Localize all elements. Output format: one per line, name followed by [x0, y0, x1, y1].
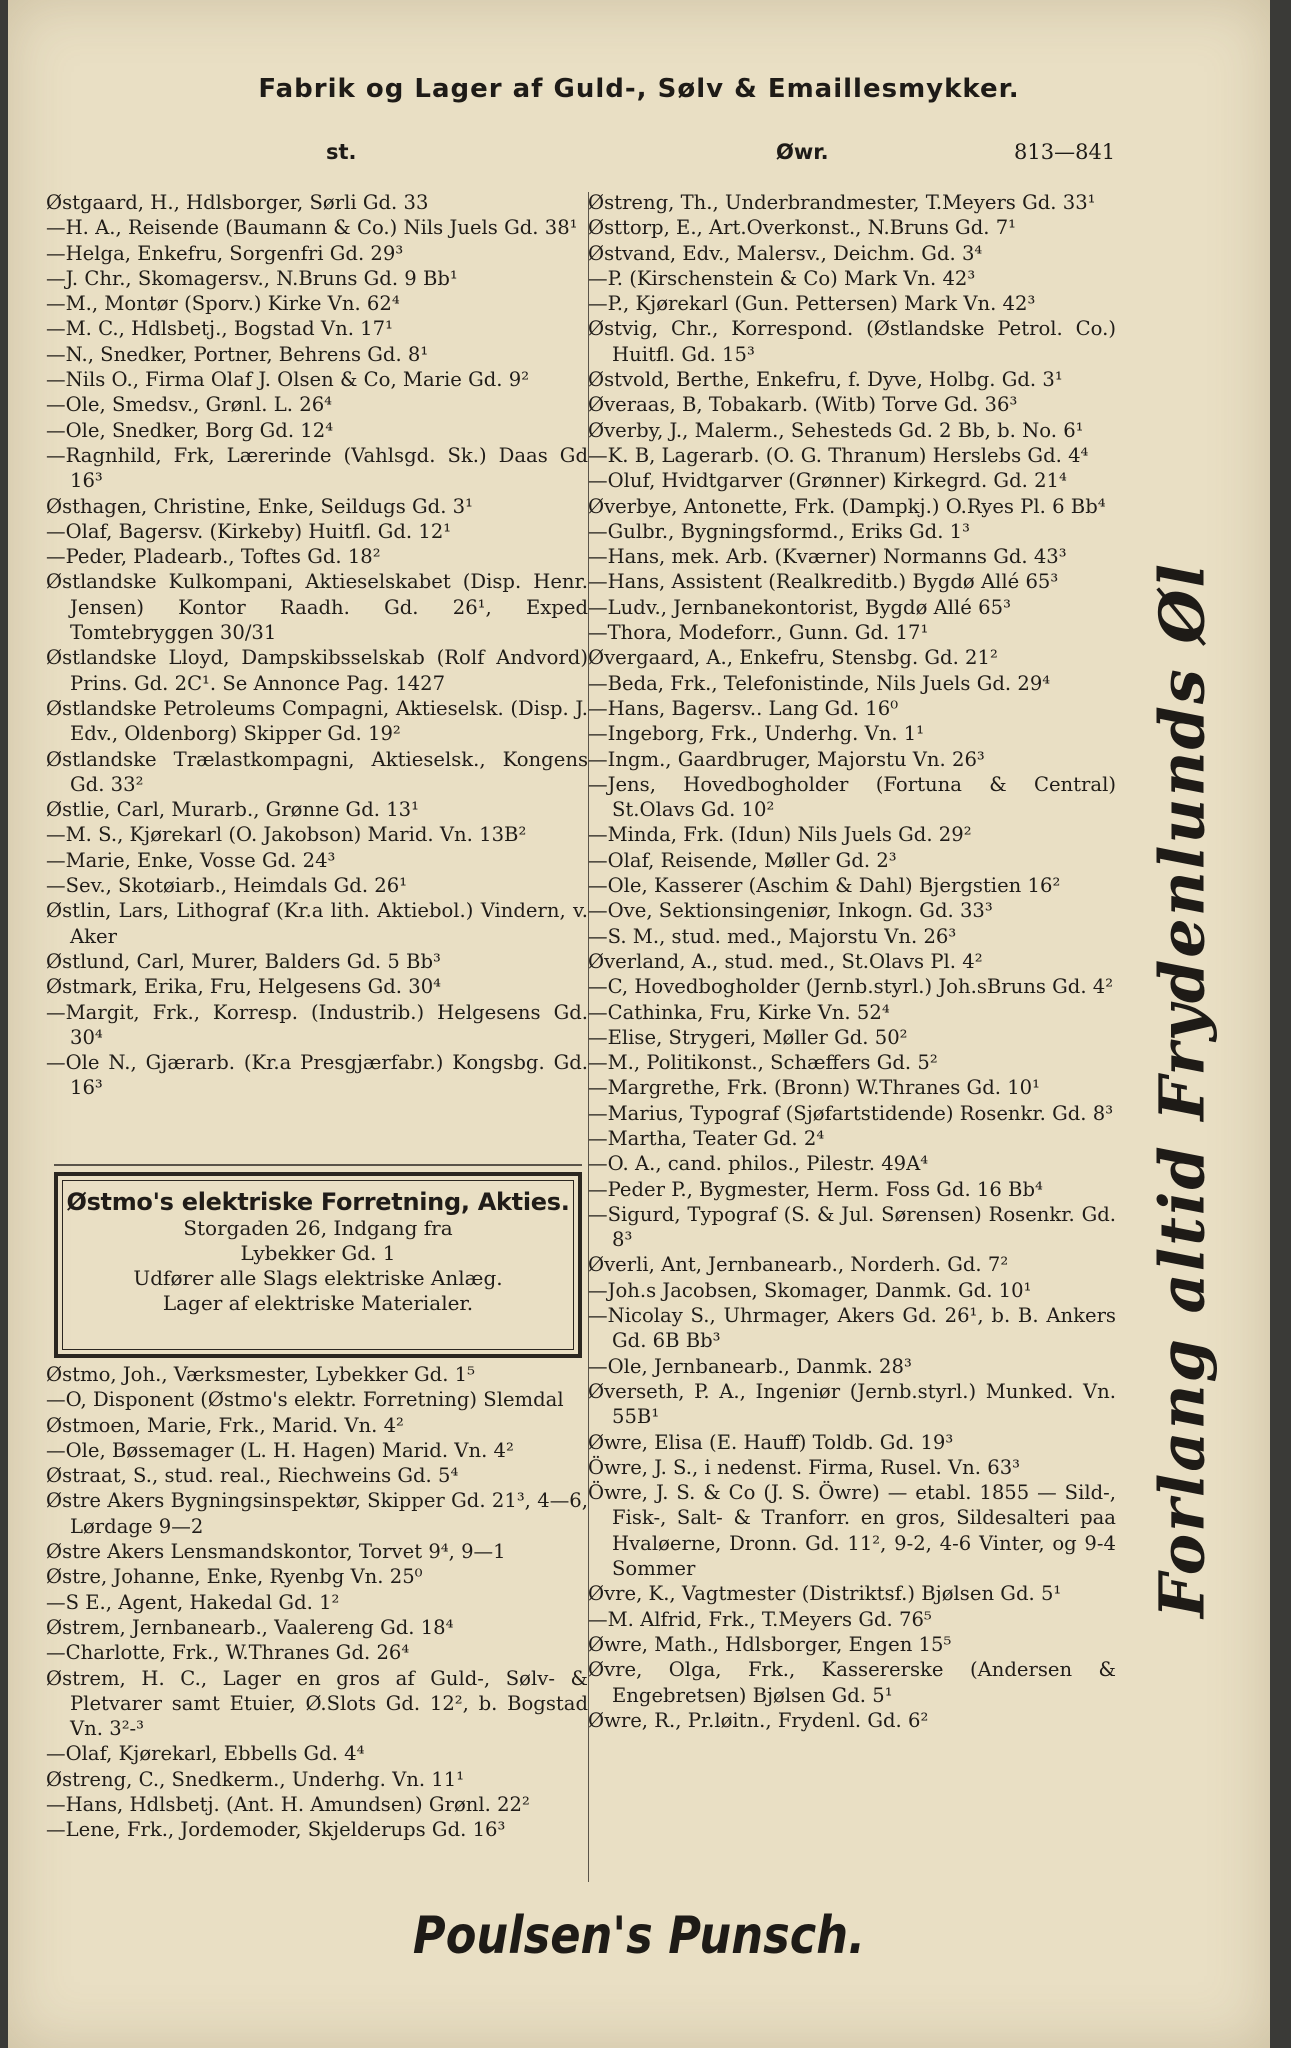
- directory-entry: Østlund, Carl, Murer, Balders Gd. 5 Bb³: [46, 949, 441, 973]
- directory-entry: —Ingeborg, Frk., Underhg. Vn. 1¹: [588, 722, 925, 746]
- directory-entry: Øverby, J., Malerm., Sehesteds Gd. 2 Bb, b. No. 6¹: [588, 418, 1084, 442]
- directory-page: [8, 0, 1270, 2048]
- directory-entry: —P., Kjørekarl (Gun. Pettersen) Mark Vn. 42³: [588, 292, 1036, 316]
- vertical-advert: Forlang altid Frydenlunds Øl: [1145, 562, 1219, 1618]
- advert-rule: [54, 1164, 582, 1166]
- directory-entry: Øveraas, B, Tobakarb. (Witb) Torve Gd. 36³: [588, 393, 1018, 417]
- directory-entry: —Helga, Enkefru, Sorgenfri Gd. 29³: [46, 241, 404, 265]
- directory-entry: —Hans, Assistent (Realkreditb.) Bygdø Allé 65³: [588, 570, 1059, 594]
- directory-entry: —Marie, Enke, Vosse Gd. 24³: [46, 848, 336, 872]
- advert-line: Lybekker Gd. 1: [240, 1241, 396, 1265]
- directory-entry: Øverland, A., stud. med., St.Olavs Pl. 4²: [588, 949, 983, 973]
- directory-entry: —Charlotte, Frk., W.Thranes Gd. 26⁴: [46, 1641, 410, 1665]
- directory-entry: —Gulbr., Bygningsformd., Eriks Gd. 1³: [588, 519, 970, 543]
- directory-entry: Østlandske Trælastkompagni, Aktieselsk., Kongens Gd. 33²: [46, 747, 588, 796]
- directory-entry: —Sigurd, Typograf (S. & Jul. Sørensen) Rosenkr. Gd. 8³: [588, 1202, 1116, 1252]
- directory-entry: —K. B, Lagerarb. (O. G. Thranum) Herslebs Gd. 4⁴: [588, 443, 1089, 467]
- directory-entry: —H. A., Reisende (Baumann & Co.) Nils Juels Gd. 38¹: [46, 216, 578, 240]
- directory-entry: —Margit, Frk., Korresp. (Industrib.) Helgesens Gd. 30⁴: [46, 1000, 588, 1049]
- directory-entry: —Nicolay S., Uhrmager, Akers Gd. 26¹, b. B. Ankers Gd. 6B Bb³: [588, 1304, 1116, 1353]
- directory-entry: Østre, Johanne, Enke, Ryenbg Vn. 25⁰: [46, 1565, 423, 1589]
- directory-entry: —Nils O., Firma Olaf J. Olsen & Co, Marie Gd. 9²: [46, 368, 530, 392]
- directory-entry: Østmo, Joh., Værksmester, Lybekker Gd. 1⁵: [46, 1363, 475, 1386]
- directory-entry: Østlie, Carl, Murarb., Grønne Gd. 13¹: [46, 798, 419, 822]
- directory-entry: —P. (Kirschenstein & Co) Mark Vn. 42³: [588, 266, 976, 290]
- directory-entry: Østre Akers Bygningsinspektør, Skipper Gd. 21³, 4—6, Lørdage 9—2: [46, 1489, 588, 1538]
- directory-entry: —M. C., Hdlsbetj., Bogstad Vn. 17¹: [46, 317, 393, 341]
- advert-line: Lager af elektriske Materialer.: [162, 1291, 474, 1315]
- directory-entry: —Minda, Frk. (Idun) Nils Juels Gd. 29²: [588, 823, 972, 847]
- directory-entry: —Olaf, Bagersv. (Kirkeby) Huitfl. Gd. 12¹: [46, 519, 452, 543]
- directory-entry: Østlandske Lloyd, Dampskibsselskab (Rolf Andvord) Prins. Gd. 2C¹. Se Annonce Pag. 1427: [46, 646, 588, 695]
- advert-inner-frame: [62, 1180, 574, 1350]
- directory-entry: —Ole, Smedsv., Grønl. L. 26⁴: [46, 393, 333, 417]
- directory-entry: Østmark, Erika, Fru, Helgesens Gd. 30⁴: [46, 975, 442, 999]
- directory-entry: —Martha, Teater Gd. 2⁴: [588, 1126, 825, 1150]
- directory-entry: Østlandske Petroleums Compagni, Aktieselsk. (Disp. J. Edv., Oldenborg) Skipper Gd. 19²: [46, 696, 588, 746]
- directory-entry: —Joh.s Jacobsen, Skomager, Danmk. Gd. 10¹: [588, 1278, 1032, 1302]
- left-column-bottom: [46, 1362, 588, 1843]
- directory-entry: Østrem, H. C., Lager en gros af Guld-, Sølv- & Pletvarer samt Etuier, Ø.Slots Gd. 12², b. Bogstad Vn. 3²-³: [46, 1666, 588, 1741]
- directory-entry: —Cathinka, Fru, Kirke Vn. 52⁴: [588, 1000, 890, 1024]
- directory-entry: Øverbye, Antonette, Frk. (Dampkj.) O.Ryes Pl. 6 Bb⁴: [588, 494, 1106, 518]
- directory-entry: Østhagen, Christine, Enke, Seildugs Gd. 3¹: [46, 494, 473, 518]
- advert-line: Storgaden 26, Indgang fra: [183, 1216, 453, 1240]
- directory-entry: Öwre, J. S., i nedenst. Firma, Rusel. Vn. 63³: [588, 1455, 1021, 1479]
- directory-entry: Øwre, R., Pr.løitn., Frydenl. Gd. 6²: [588, 1708, 929, 1732]
- left-column-top: [46, 190, 588, 1101]
- directory-entry: —O. A., cand. philos., Pilestr. 49A⁴: [588, 1152, 929, 1176]
- directory-entry: —Oluf, Hvidtgarver (Grønner) Kirkegrd. Gd. 21⁴: [588, 469, 1067, 493]
- directory-entry: Østreng, C., Snedkerm., Underhg. Vn. 11¹: [46, 1767, 465, 1791]
- directory-entry: —O, Disponent (Østmo's elektr. Forretning) Slemdal: [46, 1388, 564, 1412]
- directory-entry: —Olaf, Reisende, Møller Gd. 2³: [588, 848, 897, 872]
- right-guide-word: Øwr.: [776, 140, 829, 164]
- directory-entry: —C, Hovedbogholder (Jernb.styrl.) Joh.sBruns Gd. 4²: [588, 975, 1114, 999]
- directory-entry: —Ingm., Gaardbruger, Majorstu Vn. 26³: [588, 747, 985, 771]
- directory-entry: —Jens, Hovedbogholder (Fortuna & Central) St.Olavs Gd. 10²: [588, 772, 1116, 822]
- left-guide-word: st.: [326, 140, 357, 164]
- directory-entry: —Elise, Strygeri, Møller Gd. 50²: [588, 1025, 908, 1049]
- advert-title: Østmo's elektriske Forretning, Akties.: [66, 1188, 570, 1216]
- directory-entry: —Ragnhild, Frk, Lærerinde (Vahlsgd. Sk.) Daas Gd 16³: [46, 443, 588, 493]
- directory-entry: Østvig, Chr., Korrespond. (Østlandske Petrol. Co.) Huitfl. Gd. 15³: [588, 317, 1116, 366]
- directory-entry: —Ole, Kasserer (Aschim & Dahl) Bjergstien 16²: [588, 874, 1061, 898]
- advert-line: Udfører alle Slags elektriske Anlæg.: [133, 1266, 503, 1290]
- directory-entry: Østlandske Kulkompani, Aktieselskabet (Disp. Henr. Jensen) Kontor Raadh. Gd. 26¹, Exped Tomtebryggen 30/31: [46, 570, 588, 645]
- directory-entry: Østrem, Jernbanearb., Vaalereng Gd. 18⁴: [46, 1615, 454, 1639]
- directory-entry: —Ole N., Gjærarb. (Kr.a Presgjærfabr.) Kongsbg. Gd. 16³: [46, 1051, 588, 1100]
- directory-entry: Øvre, K., Vagtmester (Distriktsf.) Bjølsen Gd. 5¹: [588, 1582, 1062, 1606]
- footer-advert: Poulsen's Punsch.: [412, 1906, 866, 1966]
- directory-entry: Østre Akers Lensmandskontor, Torvet 9⁴, 9—1: [46, 1540, 506, 1564]
- directory-entry: —Ludv., Jernbanekontorist, Bygdø Allé 65³: [588, 595, 1011, 619]
- directory-entry: Øwre, Elisa (E. Hauff) Toldb. Gd. 19³: [588, 1430, 954, 1454]
- page-range: 813—841: [1014, 140, 1116, 164]
- directory-entry: —Peder, Pladearb., Toftes Gd. 18²: [46, 545, 381, 569]
- page-header-title: Fabrik og Lager af Guld-, Sølv & Emaillesmykker.: [258, 74, 1020, 104]
- directory-entry: Østgaard, H., Hdlsborger, Sørli Gd. 33: [46, 191, 429, 214]
- directory-entry: —Sev., Skotøiarb., Heimdals Gd. 26¹: [46, 874, 408, 898]
- directory-entry: —S E., Agent, Hakedal Gd. 1²: [46, 1590, 340, 1614]
- directory-entry: —Ole, Bøssemager (L. H. Hagen) Marid. Vn. 4²: [46, 1438, 514, 1462]
- directory-entry: Østraat, S., stud. real., Riechweins Gd. 5⁴: [46, 1464, 459, 1488]
- directory-entry: —M. S., Kjørekarl (O. Jakobson) Marid. Vn. 13B²: [46, 823, 527, 847]
- directory-entry: Østvold, Berthe, Enkefru, f. Dyve, Holbg. Gd. 3¹: [588, 368, 1063, 392]
- directory-entry: Øvre, Olga, Frk., Kassererske (Andersen & Engebretsen) Bjølsen Gd. 5¹: [588, 1658, 1116, 1707]
- directory-entry: Øvergaard, A., Enkefru, Stensbg. Gd. 21²: [588, 646, 998, 670]
- directory-entry: —N., Snedker, Portner, Behrens Gd. 8¹: [46, 342, 429, 366]
- advert-box: [54, 1172, 582, 1358]
- directory-entry: Østtorp, E., Art.Overkonst., N.Bruns Gd. 7¹: [588, 216, 1017, 240]
- directory-entry: —J. Chr., Skomagersv., N.Bruns Gd. 9 Bb¹: [46, 266, 458, 290]
- directory-entry: —Ole, Snedker, Borg Gd. 12⁴: [46, 418, 334, 442]
- directory-entry: —Thora, Modeforr., Gunn. Gd. 17¹: [588, 621, 929, 645]
- directory-entry: —Hans, mek. Arb. (Kværner) Normanns Gd. 43³: [588, 545, 1067, 569]
- directory-entry: —Hans, Bagersv.. Lang Gd. 16⁰: [588, 696, 899, 720]
- directory-entry: —Marius, Typograf (Sjøfartstidende) Rosenkr. Gd. 8³: [588, 1101, 1114, 1125]
- directory-entry: Øverseth, P. A., Ingeniør (Jernb.styrl.) Munked. Vn. 55B¹: [588, 1379, 1116, 1429]
- directory-entry: —Margrethe, Frk. (Bronn) W.Thranes Gd. 10¹: [588, 1076, 1040, 1100]
- directory-entry: Øwre, Math., Hdlsborger, Engen 15⁵: [588, 1632, 952, 1656]
- directory-entry: —M., Montør (Sporv.) Kirke Vn. 62⁴: [46, 292, 400, 316]
- directory-entry: Øverli, Ant, Jernbanearb., Norderh. Gd. 7²: [588, 1253, 1009, 1277]
- directory-entry: —Peder P., Bygmester, Herm. Foss Gd. 16 Bb⁴: [588, 1177, 1043, 1201]
- directory-entry: —Hans, Hdlsbetj. (Ant. H. Amundsen) Grønl. 22²: [46, 1793, 530, 1817]
- directory-entry: —Beda, Frk., Telefonistinde, Nils Juels Gd. 29⁴: [588, 671, 1051, 695]
- directory-entry: —S. M., stud. med., Majorstu Vn. 26³: [588, 924, 957, 948]
- directory-entry: —Olaf, Kjørekarl, Ebbells Gd. 4⁴: [46, 1742, 365, 1766]
- directory-entry: —Lene, Frk., Jordemoder, Skjelderups Gd. 16³: [46, 1818, 506, 1842]
- directory-entry: Østvand, Edv., Malersv., Deichm. Gd. 3⁴: [588, 241, 983, 265]
- right-column: [588, 190, 1116, 1733]
- directory-entry: Østmoen, Marie, Frk., Marid. Vn. 4²: [46, 1413, 404, 1437]
- directory-entry: Østreng, Th., Underbrandmester, T.Meyers Gd. 33¹: [588, 191, 1096, 214]
- directory-entry: —M., Politikonst., Schæffers Gd. 5²: [588, 1051, 938, 1075]
- directory-entry: Østlin, Lars, Lithograf (Kr.a lith. Aktiebol.) Vindern, v. Aker: [46, 899, 588, 948]
- directory-entry: —M. Alfrid, Frk., T.Meyers Gd. 76⁵: [588, 1607, 932, 1631]
- directory-entry: —Ove, Sektionsingeniør, Inkogn. Gd. 33³: [588, 899, 993, 923]
- directory-entry: Öwre, J. S. & Co (J. S. Öwre) — etabl. 1855 — Sild-, Fisk-, Salt- & Tranforr. en gros, Sildesalteri paa Hvaløerne, Dronn. Gd. 11², 9-2, 4-6 Vinter, og 9-4 Sommer: [588, 1481, 1116, 1581]
- directory-entry: —Ole, Jernbanearb., Danmk. 28³: [588, 1354, 912, 1378]
